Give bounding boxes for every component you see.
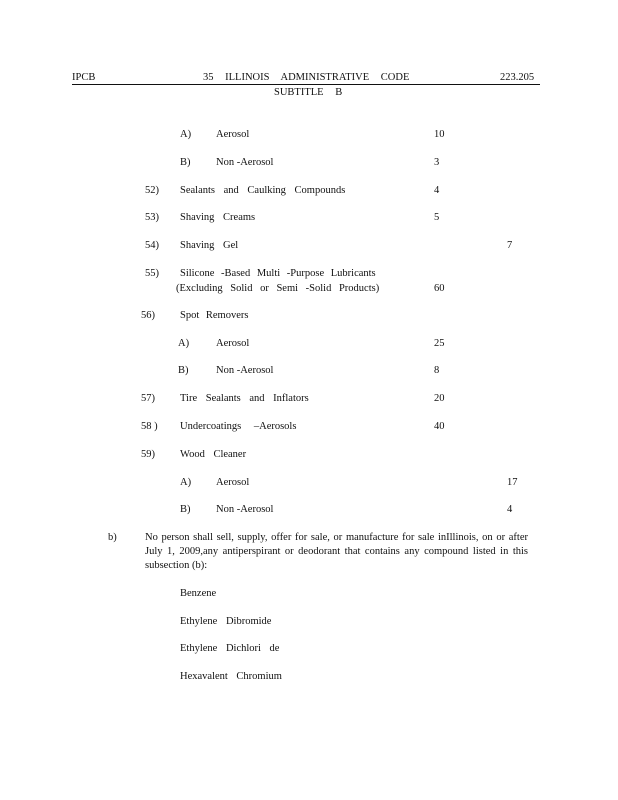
row-value: 8: [434, 365, 440, 376]
row-label: A): [180, 477, 192, 488]
row-label: B): [180, 504, 191, 515]
header-section-number: 223.205: [500, 72, 535, 83]
header-left: IPCB: [72, 72, 96, 83]
row-text: Aerosol: [216, 129, 250, 140]
subsection-b-label: b): [108, 532, 117, 543]
row-text: Silicone -Based Multi -Purpose Lubricants: [180, 268, 376, 279]
row-value: 3: [434, 157, 440, 168]
row-number: 58 ): [141, 421, 158, 432]
row-number: 59): [141, 449, 155, 460]
row-text: Non -Aerosol: [216, 365, 274, 376]
header-rule: [72, 84, 540, 85]
row-value: 17: [507, 477, 518, 488]
row-value: 5: [434, 212, 440, 223]
row-text: Sealants and Caulking Compounds: [180, 185, 346, 196]
row-number: 54): [145, 240, 159, 251]
compound-item: Ethylene Dibromide: [180, 616, 272, 627]
subsection-b-text: No person shall sell, supply, offer for sale, or manufacture for sale inIllinois, on or after July 1, 2009,any antiperspirant or deodorant that contains any compound listed in this subsection (b):: [145, 532, 528, 572]
row-number: 57): [141, 393, 155, 404]
row-number: 56): [141, 310, 155, 321]
row-text: Wood Cleaner: [180, 449, 247, 460]
row-text: Shaving Gel: [180, 240, 239, 251]
compound-item: Benzene: [180, 588, 217, 599]
row-value: 4: [507, 504, 513, 515]
row-value: 25: [434, 338, 445, 349]
row-label: B): [178, 365, 189, 376]
row-text: Spot Removers: [180, 310, 249, 321]
row-value: 40: [434, 421, 445, 432]
row-value: 20: [434, 393, 445, 404]
row-value: 4: [434, 185, 440, 196]
row-number: 52): [145, 185, 159, 196]
row-label: A): [180, 129, 192, 140]
row-value: 60: [434, 283, 445, 294]
header-title: 35 ILLINOIS ADMINISTRATIVE CODE: [203, 72, 410, 83]
row-number: 55): [145, 268, 159, 279]
compound-item: Hexavalent Chromium: [180, 671, 282, 682]
header-subtitle: SUBTITLE B: [274, 87, 343, 98]
compound-item: Ethylene Dichlori de: [180, 643, 280, 654]
row-text-continued: (Excluding Solid or Semi -Solid Products): [176, 283, 380, 294]
row-text: Non -Aerosol: [216, 157, 274, 168]
row-value: 10: [434, 129, 445, 140]
row-number: 53): [145, 212, 159, 223]
row-text: Shaving Creams: [180, 212, 256, 223]
row-text: Undercoatings –Aerosols: [180, 421, 297, 432]
row-label: A): [178, 338, 190, 349]
row-text: Aerosol: [216, 477, 250, 488]
row-label: B): [180, 157, 191, 168]
row-text: Non -Aerosol: [216, 504, 274, 515]
row-text: Tire Sealants and Inflators: [180, 393, 309, 404]
row-text: Aerosol: [216, 338, 250, 349]
row-value: 7: [507, 240, 513, 251]
